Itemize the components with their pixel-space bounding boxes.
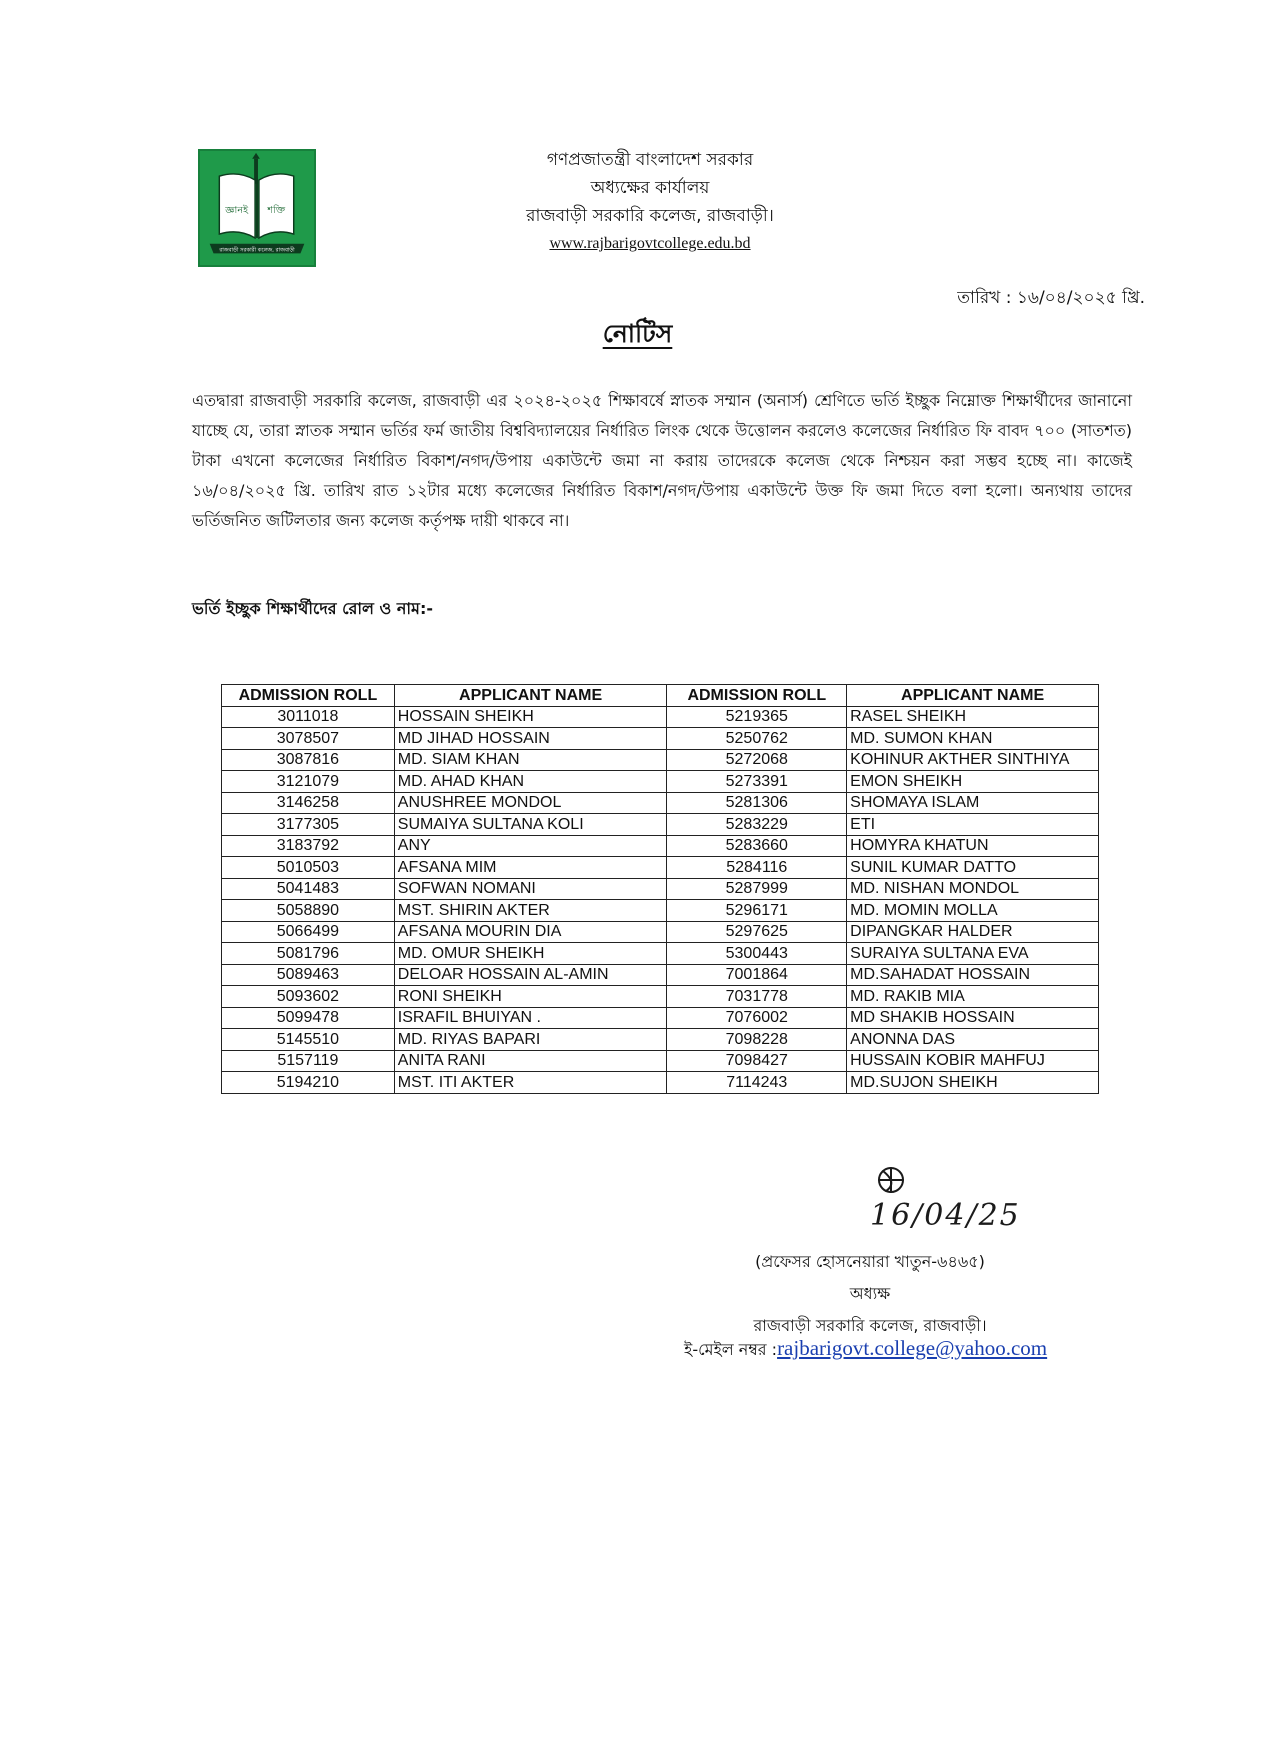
applicant-name-cell: KOHINUR AKTHER SINTHIYA — [847, 749, 1099, 771]
admission-roll-cell: 5283660 — [667, 835, 847, 857]
admission-roll-cell: 7031778 — [667, 986, 847, 1008]
table-row — [222, 964, 1099, 986]
applicant-name-cell: MD. OMUR SHEIKH — [394, 943, 667, 965]
college-logo — [198, 149, 316, 267]
table-row — [222, 835, 1099, 857]
applicant-name-cell: SOFWAN NOMANI — [394, 878, 667, 900]
email-label: ই-মেইল নম্বর : — [684, 1340, 778, 1359]
applicant-name-cell: MD. AHAD KHAN — [394, 771, 667, 793]
signatory-block — [650, 1246, 1090, 1342]
admission-roll-cell: 5272068 — [667, 749, 847, 771]
table-row — [222, 771, 1099, 793]
applicant-name-cell: ISRAFIL BHUIYAN . — [394, 1007, 667, 1029]
notice-date: তারিখ : ১৬/০৪/২০২৫ খ্রি. — [957, 288, 1145, 308]
admission-roll-cell: 3183792 — [222, 835, 395, 857]
signature-date: 16/04/25 — [870, 1198, 1021, 1233]
admission-roll-cell: 5157119 — [222, 1050, 395, 1072]
admission-roll-cell: 5296171 — [667, 900, 847, 922]
table-row — [222, 749, 1099, 771]
table-row — [222, 1072, 1099, 1094]
email-link[interactable]: rajbarigovt.college@yahoo.com — [777, 1336, 1048, 1360]
table-row — [222, 986, 1099, 1008]
applicant-name-cell: MD.SAHADAT HOSSAIN — [847, 964, 1099, 986]
email-line — [684, 1336, 1047, 1364]
admission-roll-cell: 3121079 — [222, 771, 395, 793]
header-admission-roll-2: ADMISSION ROLL — [667, 685, 847, 707]
applicant-name-cell: MD. NISHAN MONDOL — [847, 878, 1099, 900]
admission-roll-cell: 3177305 — [222, 814, 395, 836]
table-row — [222, 1007, 1099, 1029]
applicant-name-cell: MD. MOMIN MOLLA — [847, 900, 1099, 922]
logo-text-right: শক্তি — [267, 204, 286, 216]
admission-roll-cell: 5010503 — [222, 857, 395, 879]
admission-roll-cell: 5250762 — [667, 728, 847, 750]
admission-roll-cell: 5281306 — [667, 792, 847, 814]
admission-roll-cell: 7114243 — [667, 1072, 847, 1094]
admission-roll-cell: 5081796 — [222, 943, 395, 965]
applicant-name-cell: HUSSAIN KOBIR MAHFUJ — [847, 1050, 1099, 1072]
table-row — [222, 814, 1099, 836]
header-applicant-name-1: APPLICANT NAME — [394, 685, 667, 707]
table-header-row — [222, 685, 1099, 707]
header-line-college: রাজবাড়ী সরকারি কলেজ, রাজবাড়ী। — [526, 206, 774, 226]
list-heading: ভর্তি ইচ্ছুক শিক্ষার্থীদের রোল ও নাম:- — [192, 599, 433, 618]
table-body — [222, 706, 1099, 1093]
admission-roll-cell: 5297625 — [667, 921, 847, 943]
college-logo-book-icon — [200, 151, 314, 265]
admission-roll-cell: 5300443 — [667, 943, 847, 965]
admission-roll-cell: 5089463 — [222, 964, 395, 986]
applicant-name-cell: HOSSAIN SHEIKH — [394, 706, 667, 728]
header-line-government: গণপ্রজাতন্ত্রী বাংলাদেশ সরকার — [546, 150, 754, 170]
admission-roll-cell: 5284116 — [667, 857, 847, 879]
logo-banner-text: রাজবাড়ী সরকারী কলেজ, রাজবাড়ী — [219, 247, 295, 254]
handwritten-signature — [850, 1163, 1060, 1243]
document-header — [470, 146, 830, 258]
admission-roll-cell: 7076002 — [667, 1007, 847, 1029]
admission-roll-cell: 5219365 — [667, 706, 847, 728]
applicant-name-cell: MST. ITI AKTER — [394, 1072, 667, 1094]
table-row — [222, 792, 1099, 814]
table-row — [222, 1029, 1099, 1051]
applicant-name-cell: MD. SIAM KHAN — [394, 749, 667, 771]
admission-roll-cell: 5058890 — [222, 900, 395, 922]
admission-roll-cell: 7098228 — [667, 1029, 847, 1051]
admission-roll-cell: 5093602 — [222, 986, 395, 1008]
admission-roll-cell: 5273391 — [667, 771, 847, 793]
applicant-name-cell: MD.SUJON SHEIKH — [847, 1072, 1099, 1094]
applicant-name-cell: ANITA RANI — [394, 1050, 667, 1072]
signatory-designation: অধ্যক্ষ — [849, 1284, 891, 1303]
applicant-name-cell: ANONNA DAS — [847, 1029, 1099, 1051]
applicant-name-cell: ANY — [394, 835, 667, 857]
applicant-table — [221, 684, 1099, 1094]
applicant-name-cell: RONI SHEIKH — [394, 986, 667, 1008]
applicant-name-cell: HOMYRA KHATUN — [847, 835, 1099, 857]
table-row — [222, 857, 1099, 879]
admission-roll-cell: 7001864 — [667, 964, 847, 986]
table-row — [222, 728, 1099, 750]
applicant-name-cell: SHOMAYA ISLAM — [847, 792, 1099, 814]
notice-title-text: নোটিস — [602, 319, 673, 348]
signatory-institution: রাজবাড়ী সরকারি কলেজ, রাজবাড়ী। — [753, 1316, 987, 1335]
applicant-name-cell: DIPANGKAR HALDER — [847, 921, 1099, 943]
applicant-name-cell: RASEL SHEIKH — [847, 706, 1099, 728]
admission-roll-cell: 7098427 — [667, 1050, 847, 1072]
applicant-name-cell: AFSANA MIM — [394, 857, 667, 879]
signatory-name: (প্রফেসর হোসনেয়ারা খাতুন-৬৪৬৫) — [755, 1252, 985, 1271]
admission-roll-cell: 5066499 — [222, 921, 395, 943]
table-row — [222, 1050, 1099, 1072]
admission-roll-cell: 5283229 — [667, 814, 847, 836]
admission-roll-cell: 5041483 — [222, 878, 395, 900]
admission-roll-cell: 3011018 — [222, 706, 395, 728]
table-row — [222, 878, 1099, 900]
applicant-name-cell: MD. SUMON KHAN — [847, 728, 1099, 750]
table-row — [222, 706, 1099, 728]
header-website-link[interactable]: www.rajbarigovtcollege.edu.bd — [549, 235, 751, 252]
applicant-name-cell: SUMAIYA SULTANA KOLI — [394, 814, 667, 836]
notice-title — [0, 314, 1275, 357]
applicant-name-cell: SURAIYA SULTANA EVA — [847, 943, 1099, 965]
applicant-name-cell: MD. RAKIB MIA — [847, 986, 1099, 1008]
applicant-name-cell: MD SHAKIB HOSSAIN — [847, 1007, 1099, 1029]
applicant-name-cell: ANUSHREE MONDOL — [394, 792, 667, 814]
table-row — [222, 943, 1099, 965]
notice-body: এতদ্বারা রাজবাড়ী সরকারি কলেজ, রাজবাড়ী এর ২০২৪-২০২৫ শিক্ষাবর্ষে স্নাতক সম্মান (অনার্স) শ্রেণিতে ভর্তি ইচ্ছুক নিম্নোক্ত শিক্ষার্থীদের জানানো যাচ্ছে যে, তারা স্নাতক সম্মান ভর্তির ফর্ম জাতীয় বিশ্ববিদ্যালয়ের নির্ধারিত লিংক থেকে উত্তোলন করলেও কলেজের নির্ধারিত ফি বাবদ ৭০০ (সাতশত) টাকা এখনো কলেজের নির্ধারিত বিকাশ/নগদ/উপায় একাউন্টে জমা না করায় তাদেরকে কলেজ থেকে নিশ্চয়ন করা সম্ভব হচ্ছে না। কাজেই ১৬/০৪/২০২৫ খ্রি. তারিখ রাত ১২টার মধ্যে কলেজের নির্ধারিত বিকাশ/নগদ/উপায় একাউন্টে উক্ত ফি জমা দিতে বলা হলো। অন্যথায় তাদের ভর্তিজনিত জটিলতার জন্য কলেজ কর্তৃপক্ষ দায়ী থাকবে না। — [192, 391, 1132, 530]
applicant-name-cell: EMON SHEIKH — [847, 771, 1099, 793]
applicant-name-cell: ETI — [847, 814, 1099, 836]
admission-roll-cell: 5099478 — [222, 1007, 395, 1029]
logo-text-left: জ্ঞানই — [225, 204, 249, 216]
table-row — [222, 900, 1099, 922]
applicant-name-cell: DELOAR HOSSAIN AL-AMIN — [394, 964, 667, 986]
admission-roll-cell: 3087816 — [222, 749, 395, 771]
applicant-name-cell: MD JIHAD HOSSAIN — [394, 728, 667, 750]
admission-roll-cell: 3078507 — [222, 728, 395, 750]
applicant-name-cell: SUNIL KUMAR DATTO — [847, 857, 1099, 879]
admission-roll-cell: 5287999 — [667, 878, 847, 900]
applicant-name-cell: MST. SHIRIN AKTER — [394, 900, 667, 922]
applicant-name-cell: AFSANA MOURIN DIA — [394, 921, 667, 943]
header-line-office: অধ্যক্ষের কার্যালয় — [590, 178, 710, 198]
admission-roll-cell: 3146258 — [222, 792, 395, 814]
table-row — [222, 921, 1099, 943]
admission-roll-cell: 5194210 — [222, 1072, 395, 1094]
header-admission-roll-1: ADMISSION ROLL — [222, 685, 395, 707]
header-applicant-name-2: APPLICANT NAME — [847, 685, 1099, 707]
applicant-name-cell: MD. RIYAS BAPARI — [394, 1029, 667, 1051]
admission-roll-cell: 5145510 — [222, 1029, 395, 1051]
